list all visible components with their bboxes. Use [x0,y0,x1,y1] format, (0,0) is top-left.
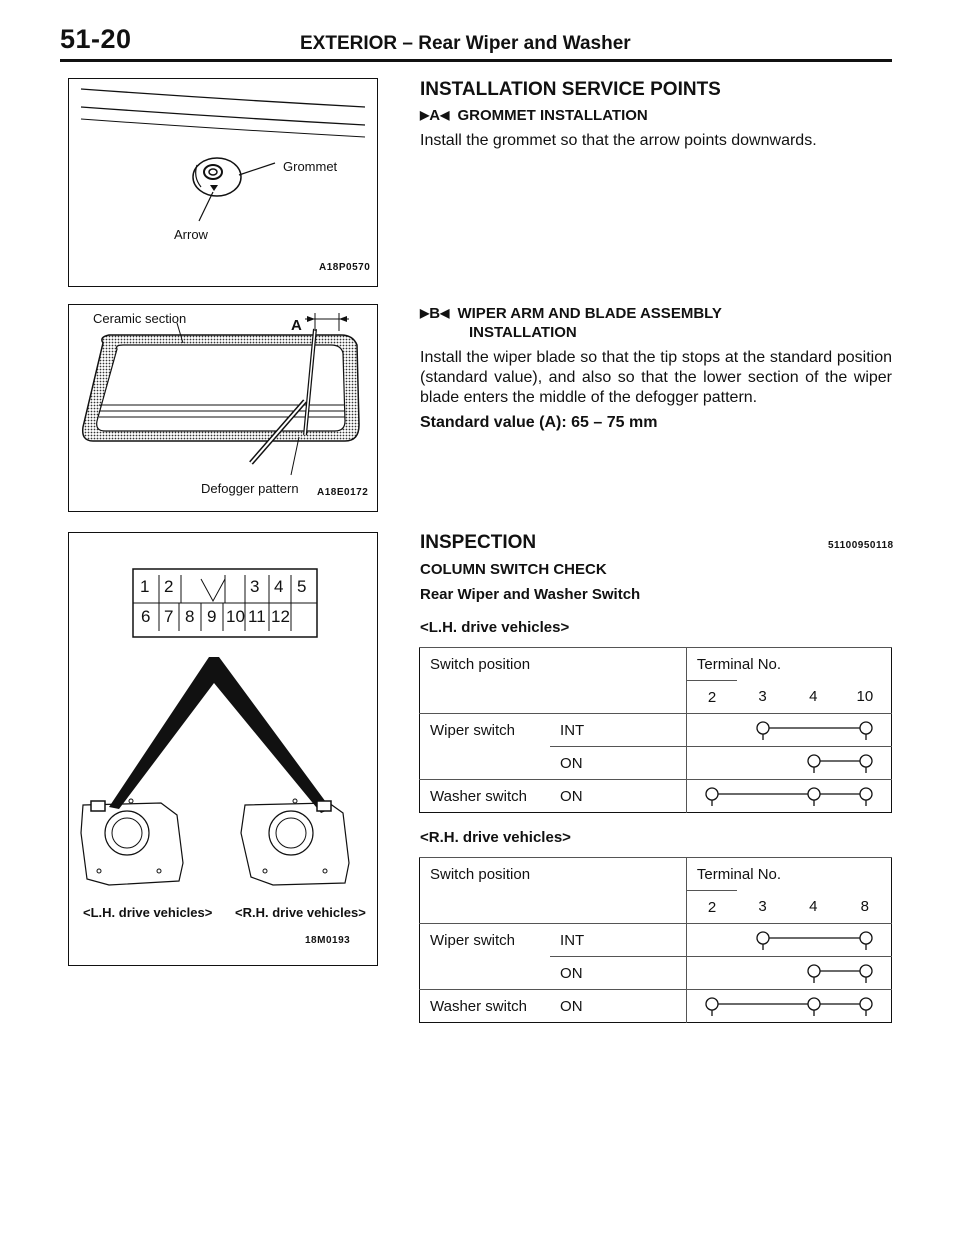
continuity-node [860,722,872,734]
continuity-diagram [687,747,891,779]
inspection-heading: INSPECTION [420,532,537,553]
standard-value: Standard value (A): 65 – 75 mm [420,414,658,431]
continuity-node [860,998,872,1010]
step-b-title-line2: INSTALLATION [469,324,577,341]
rh-drive-title: <R.H. drive vehicles> [420,829,571,846]
connector-pin-1: 1 [140,577,150,596]
left-triangle-icon: ◀ [440,306,450,320]
rear-wiper-switch-title: Rear Wiper and Washer Switch [420,586,641,603]
switch-pos-cell: ON [550,990,686,1023]
grommet-label: Grommet [283,159,338,174]
continuity-svg [687,747,892,779]
arrow-label: Arrow [174,227,208,242]
continuity-node [860,965,872,977]
continuity-node [808,788,820,800]
continuity-svg [687,780,892,812]
connector-pin-5: 5 [297,577,307,596]
switch-group-cell: Wiper switch [420,924,551,957]
connector-pin-3: 3 [250,577,260,596]
ceramic-section-label: Ceramic section [93,311,187,326]
lh-drive-label: <L.H. drive vehicles> [83,905,213,920]
figure-rear-window [68,304,378,512]
terminal-header: 2 [686,681,737,714]
connector-pin-12: 12 [271,607,290,626]
left-triangle-icon: ◀ [440,108,450,122]
continuity-node [860,755,872,767]
right-triangle-icon: ▶ [420,108,430,122]
column-switch-check-title: COLUMN SWITCH CHECK [420,561,607,578]
continuity-node [757,932,769,944]
continuity-node [808,998,820,1010]
grommet-illustration [69,79,379,288]
switch-group-cell: Washer switch [420,990,551,1023]
header-rule [60,59,892,62]
terminal-header: 2 [686,891,737,924]
terminal-header: 3 [758,688,767,706]
continuity-diagram [687,957,891,989]
figure-grommet [68,78,378,287]
connector-pin-6: 6 [141,607,151,626]
continuity-diagram [687,924,891,956]
connector-pin-8: 8 [185,607,195,626]
installation-heading: INSTALLATION SERVICE POINTS [420,79,721,100]
switch-group-cell: Washer switch [420,780,551,813]
continuity-svg [687,714,892,746]
continuity-node [706,788,718,800]
figure-code: A18P0570 [319,262,371,273]
terminal-no-header: Terminal No. [686,648,891,681]
rh-drive-label: <R.H. drive vehicles> [235,905,366,920]
terminal-no-header: Terminal No. [686,858,891,891]
step-a-label: GROMMET INSTALLATION [457,107,648,124]
figure-column-switch [68,532,378,966]
step-a-mark: A [429,107,441,124]
lh-drive-title: <L.H. drive vehicles> [420,619,570,636]
terminal-header: 3 [758,898,767,916]
continuity-node [860,932,872,944]
switch-group-cell [420,747,551,780]
rh-switch-table [419,857,892,1023]
step-b-mark: B [429,305,441,322]
connector-pin-9: 9 [207,607,217,626]
lh-switch-table [419,647,892,813]
switch-pos-cell: ON [550,780,686,813]
step-a-title [420,107,648,124]
step-a-body: Install the grommet so that the arrow points downwards. [420,132,817,149]
column-switch-illustration [69,533,379,967]
continuity-node [808,965,820,977]
continuity-node [860,788,872,800]
page-title: EXTERIOR – Rear Wiper and Washer [300,33,631,54]
switch-pos-cell: INT [550,714,686,747]
continuity-svg [687,924,892,956]
switch-position-header: Switch position [420,648,687,681]
connector-pin-10: 10 [226,607,245,626]
connector-pin-2: 2 [164,577,174,596]
step-b-label: WIPER ARM AND BLADE ASSEMBLY [457,305,722,322]
switch-group-cell: Wiper switch [420,714,551,747]
switch-pos-cell: INT [550,924,686,957]
switch-pos-cell: ON [550,747,686,780]
connector-pin-11: 11 [248,607,266,626]
page-number: 51-20 [60,24,132,54]
continuity-svg [687,957,892,989]
continuity-diagram [687,714,891,746]
figure-code: 18M0193 [305,935,351,946]
switch-pos-cell: ON [550,957,686,990]
dimension-a-label: A [291,317,302,334]
terminal-header: 4 [809,688,818,706]
step-b-body: Install the wiper blade so that the tip stops at the standard position (standard value), and also so that the lower section of the wiper blade enters the middle of the defogger pattern. [420,349,892,406]
continuity-node [706,998,718,1010]
right-triangle-icon: ▶ [420,306,430,320]
connector-pin-4: 4 [274,577,284,596]
figure-code: A18E0172 [317,487,369,498]
switch-group-cell [420,957,551,990]
continuity-svg [687,990,892,1022]
continuity-diagram [687,990,891,1022]
continuity-diagram [687,780,891,812]
step-b-title [420,305,722,322]
continuity-node [808,755,820,767]
terminal-header: 8 [860,898,869,916]
terminal-header: 10 [856,688,874,706]
connector-pin-7: 7 [164,607,174,626]
inspection-code: 51100950118 [828,540,894,551]
defogger-pattern-label: Defogger pattern [201,481,299,496]
terminal-header: 4 [809,898,818,916]
switch-position-header: Switch position [420,858,687,891]
continuity-node [757,722,769,734]
